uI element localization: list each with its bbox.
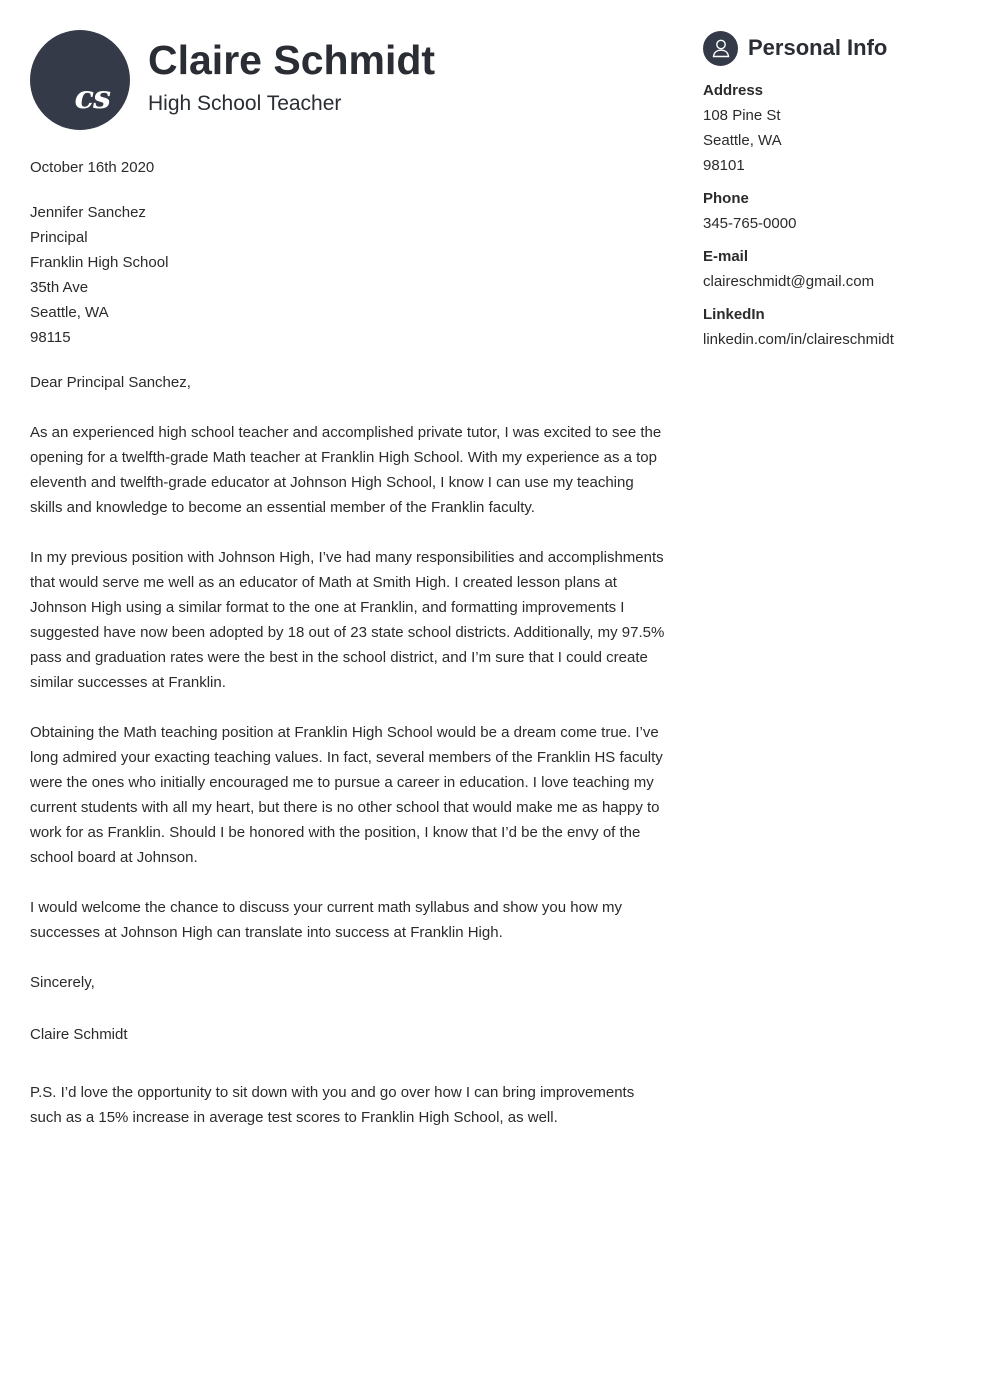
address-label: Address — [703, 82, 764, 99]
personal-info-header — [703, 30, 973, 66]
address-line: 108 Pine St — [703, 107, 781, 124]
body-paragraph: As an experienced high school teacher and accomplished private tutor, I was excited to see the opening for a twelfth-grade Math teacher at Franklin High School. With my experience as a top eleventh and twelfth-grade educator at Johnson High School, I know I can use my teaching skills and knowledge to become an essential member of the Franklin faculty. — [30, 424, 662, 516]
letter-body — [30, 155, 670, 1155]
phone-value: 345-765-0000 — [703, 215, 797, 232]
applicant-name: Claire Schmidt — [148, 37, 436, 83]
address-line: 98101 — [703, 157, 745, 174]
address-line: Seattle, WA — [703, 132, 782, 149]
recipient-name: Jennifer Sanchez — [30, 204, 146, 221]
body-paragraph: I would welcome the chance to discuss your current math syllabus and show you how my successes at Johnson High can translate into success at Franklin High. — [30, 899, 622, 941]
email-value: claireschmidt@gmail.com — [703, 273, 875, 290]
postscript: P.S. I’d love the opportunity to sit down with you and go over how I can bring improvements such as a 15% increase in average test scores to Franklin High School, as well. — [30, 1084, 635, 1126]
person-icon — [703, 31, 738, 66]
letter-date: October 16th 2020 — [30, 159, 155, 176]
closing: Sincerely, — [30, 974, 95, 991]
monogram-avatar — [30, 30, 130, 130]
recipient-organization: Franklin High School — [30, 254, 169, 271]
applicant-job-title: High School Teacher — [148, 92, 342, 115]
email-label: E-mail — [703, 248, 749, 265]
personal-info-title: Personal Info — [748, 35, 888, 60]
recipient-block — [30, 200, 670, 350]
recipient-city: Seattle, WA — [30, 304, 109, 321]
phone-label: Phone — [703, 190, 749, 207]
recipient-zip: 98115 — [30, 329, 71, 346]
salutation: Dear Principal Sanchez, — [30, 374, 191, 391]
linkedin-value: linkedin.com/in/claireschmidt — [703, 331, 894, 348]
personal-info-sidebar — [703, 30, 973, 352]
body-paragraph: In my previous position with Johnson High, I’ve had many responsibilities and accomplishments that would serve me well as an educator of Math at Smith High. I created lesson plans at Johnson High using a similar format to the one at Franklin, and formatting improvements I suggested have now been adopted by 18 out of 23 state school districts. Additionally, my 97.5% pass and graduation rates were the best in the school district, and I’m sure that I could create similar successes at Franklin. — [30, 549, 665, 691]
linkedin-label: LinkedIn — [703, 306, 765, 323]
monogram-initials: cs — [74, 78, 110, 116]
recipient-position: Principal — [30, 229, 88, 246]
recipient-street: 35th Ave — [30, 279, 89, 296]
body-paragraph: Obtaining the Math teaching position at Franklin High School would be a dream come true. I’ve long admired your exacting teaching values. In fact, several members of the Franklin HS faculty were the ones who initially encouraged me to pursue a career in education. I love teaching my current students with all my heart, but there is no other school that would make me as happy to work for as Franklin. Should I be honored with the position, I know that I’d be the envy of the school board at Johnson. — [30, 724, 663, 866]
signature-name: Claire Schmidt — [30, 1026, 128, 1043]
